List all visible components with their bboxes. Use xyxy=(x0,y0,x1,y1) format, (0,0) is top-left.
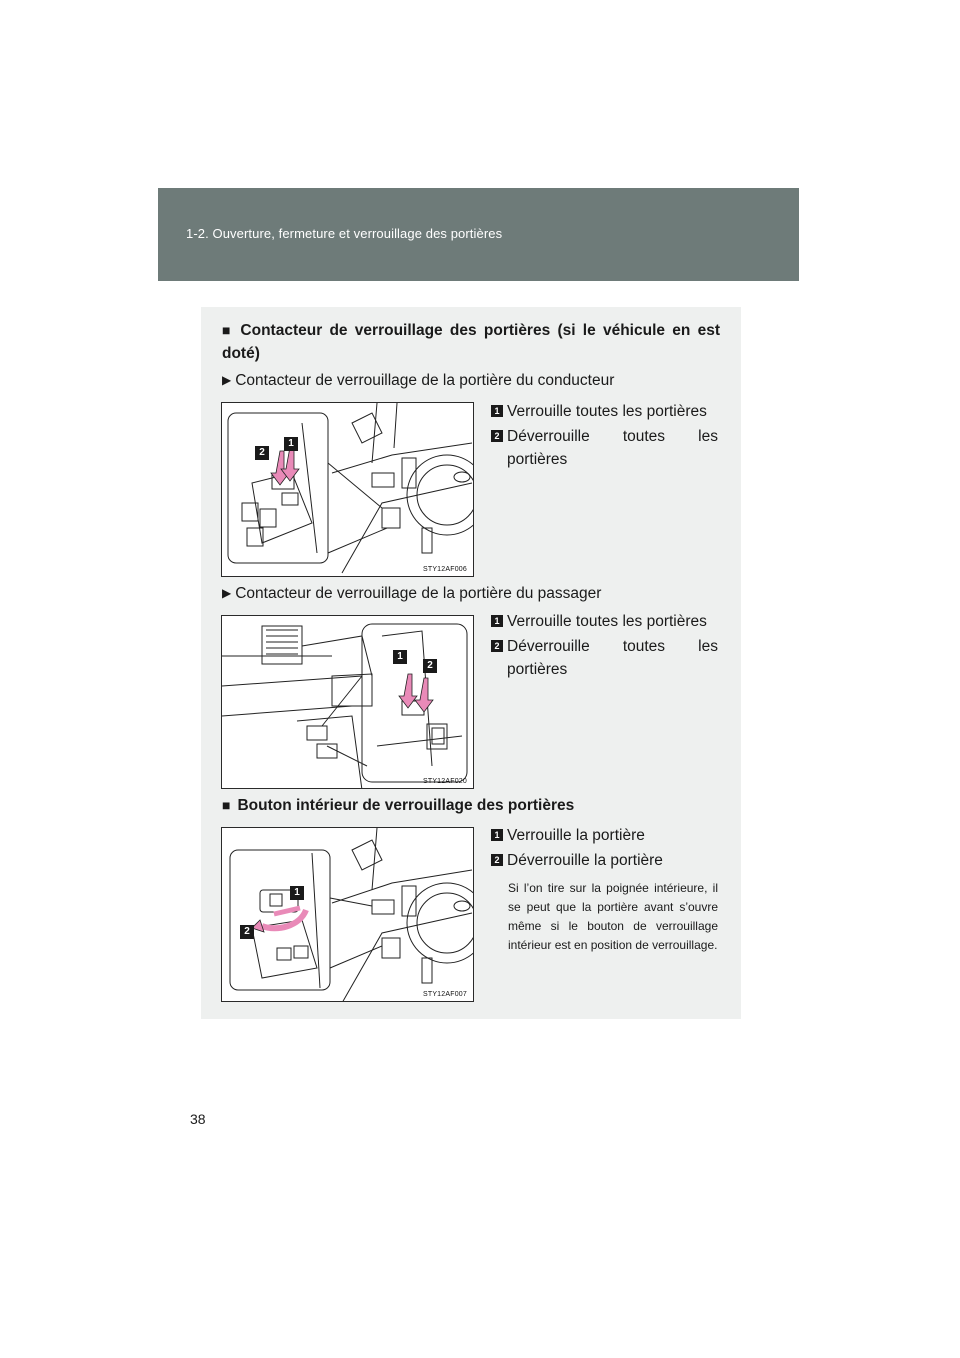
figure-passenger-switch xyxy=(221,615,474,789)
step-number: 1 xyxy=(491,829,503,841)
subheading-passenger-text: Contacteur de verrouillage de la portière du passager xyxy=(235,585,602,602)
section-heading-text: Contacteur de verrouillage des portières (si le véhicule en est doté) xyxy=(222,322,720,362)
step-number: 2 xyxy=(491,854,503,866)
step-item xyxy=(491,824,718,847)
passenger-switch-illustration xyxy=(222,616,474,789)
step-text: Verrouille toutes les portières xyxy=(507,403,707,420)
step-text: Verrouille toutes les portières xyxy=(507,613,707,630)
step-item xyxy=(491,400,718,423)
callout-1: 1 xyxy=(284,437,298,451)
square-bullet-icon: ■ xyxy=(222,797,231,813)
subheading-passenger xyxy=(222,583,601,604)
figure-inside-lock-button xyxy=(221,827,474,1002)
step-text: Déverrouille toutes les portières xyxy=(507,638,718,678)
figure-code: STY12AF006 xyxy=(422,566,467,573)
step-number: 2 xyxy=(491,640,503,652)
step-item xyxy=(491,425,718,471)
triangle-bullet-icon: ▶ xyxy=(222,373,232,387)
driver-steps xyxy=(491,400,718,473)
chapter-header-bar xyxy=(158,188,799,281)
callout-1: 1 xyxy=(290,886,304,900)
step-text: Déverrouille toutes les portières xyxy=(507,428,718,468)
figure-code: STY12AF007 xyxy=(422,991,467,998)
figure-driver-switch xyxy=(221,402,474,577)
step-item xyxy=(491,849,718,872)
callout-1: 1 xyxy=(393,650,407,664)
subheading-driver-text: Contacteur de verrouillage de la portière du conducteur xyxy=(235,372,615,389)
callout-2: 2 xyxy=(240,925,254,939)
figure-code: STY12AF020 xyxy=(422,778,467,785)
passenger-steps xyxy=(491,610,718,683)
page-number: 38 xyxy=(190,1111,206,1127)
triangle-bullet-icon: ▶ xyxy=(222,586,232,600)
step-number: 1 xyxy=(491,405,503,417)
section-heading-text: Bouton intérieur de verrouillage des portières xyxy=(237,797,575,814)
content-panel xyxy=(201,307,741,1019)
step-text: Déverrouille la portière xyxy=(507,852,663,869)
inside-lock-steps xyxy=(491,824,718,874)
section-heading-door-lock-switch xyxy=(222,319,720,365)
driver-switch-illustration xyxy=(222,403,474,577)
subheading-driver xyxy=(222,370,614,391)
callout-2: 2 xyxy=(423,659,437,673)
step-text: Verrouille la portière xyxy=(507,827,645,844)
step-number: 2 xyxy=(491,430,503,442)
inside-lock-illustration xyxy=(222,828,474,1002)
callout-2: 2 xyxy=(255,446,269,460)
note-text: Si l’on tire sur la poignée intérieure, il se peut que la portière avant s’ouvre même si le bouton de verrouillage intérieur est en position de verrouillage. xyxy=(508,881,718,952)
square-bullet-icon: ■ xyxy=(222,322,234,338)
step-item xyxy=(491,610,718,633)
step-number: 1 xyxy=(491,615,503,627)
section-heading-inside-lock-button xyxy=(222,794,720,817)
step-item xyxy=(491,635,718,681)
chapter-title: 1-2. Ouverture, fermeture et verrouillage des portières xyxy=(186,226,503,241)
